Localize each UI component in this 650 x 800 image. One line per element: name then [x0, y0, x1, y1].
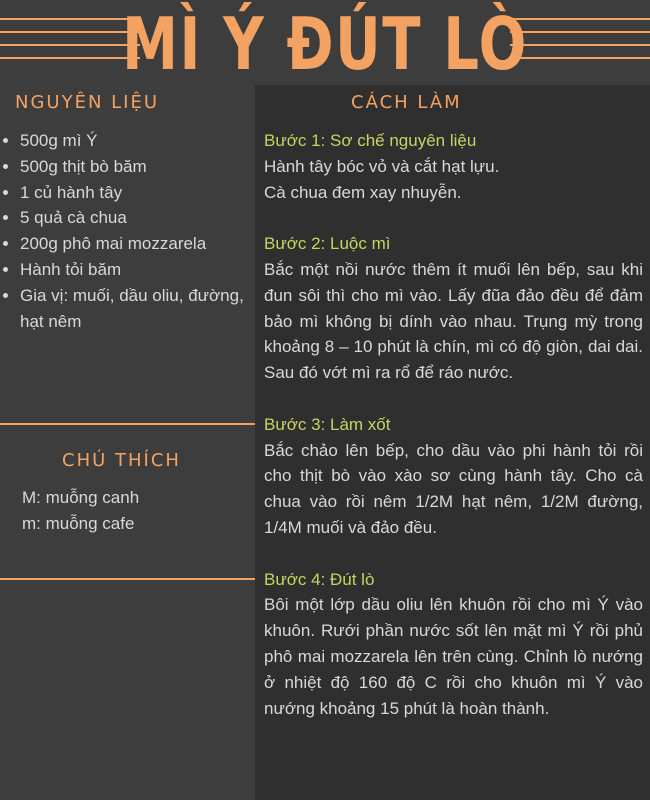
- ingredient-item: • 1 củ hành tây: [20, 180, 270, 206]
- step-title: Bước 4: Đút lò: [264, 569, 375, 589]
- step-line: Bôi một lớp dầu oliu lên khuôn rồi cho mì Ý vào khuôn. Rưới phần nước sốt lên mặt mì Ý rồi phủ phô mai mozzarela lên trên cùng. Chỉnh lò nướng ở nhiệt độ 160 độ C rồi cho khuôn mì Ý vào nướng khoảng 15 phút là hoàn thành.: [264, 595, 643, 718]
- notes-heading: CHÚ THÍCH: [62, 450, 181, 471]
- step-line: Bắc một nồi nước thêm ít muối lên bếp, sau khi đun sôi thì cho mì vào. Lấy đũa đảo đều để đảm bảo mì không bị dính vào nhau. Trụng mỳ trong khoảng 8 – 10 phút là chín, mì có độ giòn, dai dai. Sau đó vớt mì ra rổ để ráo nước.: [264, 259, 643, 383]
- step-line: Hành tây bóc vỏ và cắt hạt lựu.: [264, 156, 500, 176]
- divider-bottom: [0, 578, 255, 580]
- ingredient-item: • 200g phô mai mozzarela: [20, 231, 270, 257]
- note-item: m: muỗng cafe: [22, 514, 135, 533]
- method-heading: CÁCH LÀM: [351, 92, 462, 113]
- step-title: Bước 2: Luộc mì: [264, 234, 391, 254]
- step-title: Bước 1: Sơ chế nguyên liệu: [264, 131, 477, 150]
- divider-top: [0, 423, 255, 425]
- page-title: MÌ Ý ĐÚT LÒ: [122, 2, 528, 86]
- ingredient-item: • Hành tỏi băm: [20, 257, 270, 283]
- step-line: Cà chua đem xay nhuyễn.: [264, 182, 462, 202]
- step: [264, 412, 643, 541]
- step: [264, 231, 643, 386]
- ingredients-list: [4, 128, 270, 334]
- ingredient-item: • Gia vị: muối, dầu oliu, đường, hạt nêm: [20, 283, 270, 335]
- notes-list: [22, 485, 139, 537]
- step: [264, 128, 643, 205]
- method-steps: [264, 128, 643, 747]
- ingredient-item: • 5 quả cà chua: [20, 205, 270, 231]
- note-item: M: muỗng canh: [22, 488, 140, 507]
- step: [264, 567, 643, 722]
- ingredients-heading: NGUYÊN LIỆU: [15, 92, 160, 113]
- step-line: Bắc chảo lên bếp, cho dầu vào phi hành tỏi rồi cho thịt bò vào xào sơ cùng hành tây. Cho cà chua vào rồi nêm 1/2M hạt nêm, 1/2M đường, 1/4M muối và đảo đều.: [264, 440, 643, 537]
- step-title: Bước 3: Làm xốt: [264, 414, 391, 434]
- ingredient-item: • 500g thịt bò băm: [20, 154, 270, 180]
- ingredient-item: • 500g mì Ý: [20, 128, 270, 154]
